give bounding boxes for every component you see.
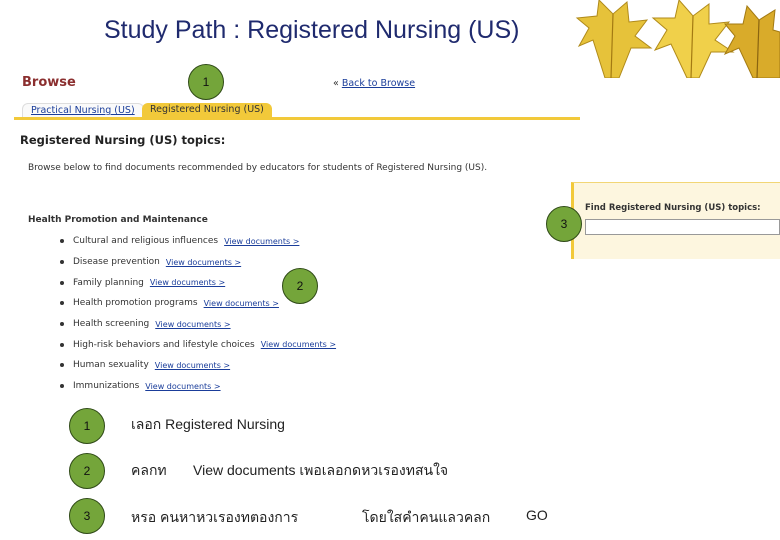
topic-label: High-risk behaviors and lifestyle choices [73,339,255,350]
browse-heading: Browse [22,75,76,90]
category-heading: Health Promotion and Maintenance [28,215,208,225]
topic-list [60,231,336,397]
leaf-icon [725,6,780,78]
legend-text-2b: View documents เพอเลอกดหวเรองทสนใจ [193,462,449,478]
view-documents-link[interactable]: View documents > [203,298,279,308]
leaf-icon [653,0,733,78]
back-to-browse [333,78,415,89]
callout-marker-2: 2 [282,268,318,304]
view-documents-link[interactable]: View documents > [260,340,337,350]
search-input[interactable] [585,219,780,235]
back-arrow-icon: « [333,78,339,89]
back-to-browse-link[interactable]: Back to Browse [341,78,416,89]
legend-marker-1: 1 [69,408,105,444]
bullet-icon [60,322,64,326]
topic-label: Cultural and religious influences [73,236,219,247]
list-item [60,334,336,355]
topic-label: Family planning [73,277,144,288]
legend-text-1: เลอก Registered Nursing [131,416,285,432]
leaf-icon [577,0,651,78]
bullet-icon [60,363,64,367]
search-label: Find Registered Nursing (US) topics: [585,203,761,213]
list-item [60,314,336,335]
slide-title: Study Path : Registered Nursing (US) [104,16,520,44]
topic-label: Health screening [73,319,150,330]
view-documents-link[interactable]: View documents > [224,236,300,246]
list-item [60,376,336,397]
callout-marker-1: 1 [188,64,224,100]
legend-text-3c: GO [526,507,548,523]
tab-registered-nursing[interactable]: Registered Nursing (US) [142,103,272,117]
tab-practical-nursing[interactable]: Practical Nursing (US) [22,103,144,118]
view-documents-link[interactable]: View documents > [145,381,221,391]
bullet-icon [60,281,64,285]
legend-marker-3: 3 [69,498,105,534]
intro-text: Browse below to find documents recommended by educators for students of Registered Nursing (US). [28,163,488,173]
autumn-leaves-decoration [575,0,780,78]
view-documents-link[interactable]: View documents > [149,278,226,288]
bullet-icon [60,343,64,347]
bullet-icon [60,239,64,243]
topic-label: Disease prevention [73,257,160,268]
topic-label: Health promotion programs [73,298,198,309]
view-documents-link[interactable]: View documents > [154,360,231,370]
topic-label: Immunizations [73,381,140,392]
topic-label: Human sexuality [73,360,149,371]
view-documents-link[interactable]: View documents > [155,319,231,329]
legend-text-3b: โดยใสคำคนแลวคลก [362,509,491,525]
view-documents-link[interactable]: View documents > [165,257,242,267]
callout-marker-3: 3 [546,206,582,242]
legend-marker-2: 2 [69,453,105,489]
legend-text-3a: หรอ คนหาหวเรองทตองการ [131,509,299,525]
tabs-underline [14,117,580,120]
page-title: Registered Nursing (US) topics: [20,133,226,147]
list-item [60,355,336,376]
bullet-icon [60,260,64,264]
bullet-icon [60,384,64,388]
legend-text-2a: คลกท [131,462,167,478]
bullet-icon [60,301,64,305]
list-item [60,231,336,252]
